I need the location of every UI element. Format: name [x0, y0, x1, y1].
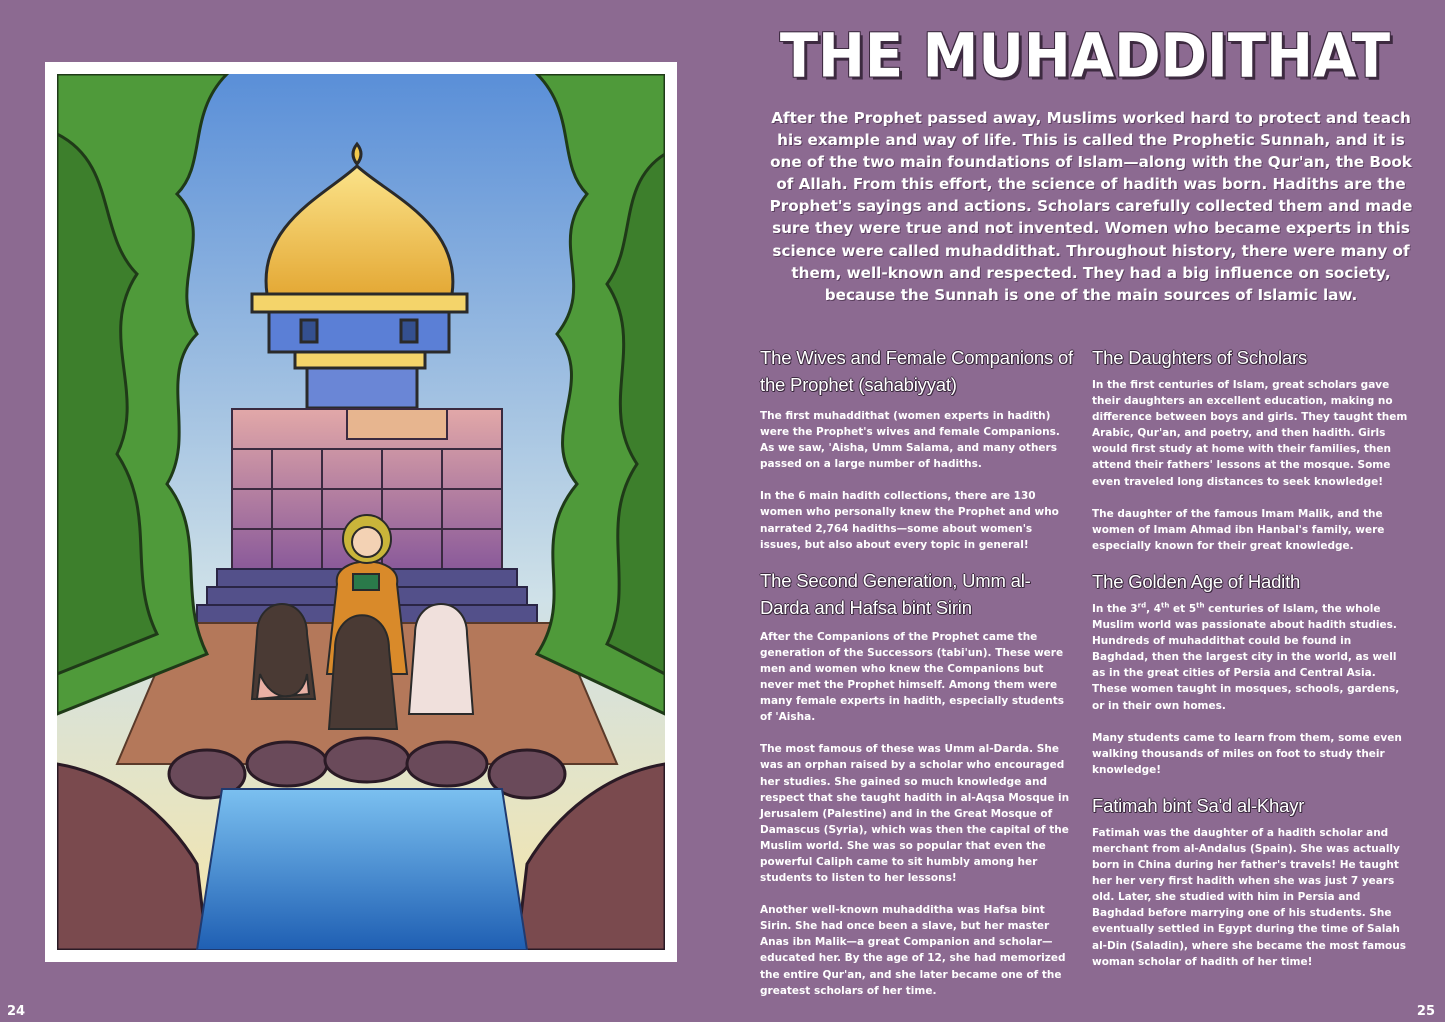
section-title-daughters: The Daughters of Scholars [1092, 347, 1308, 368]
intro-paragraph: After the Prophet passed away, Muslims worked hard to protect and teach his example and way of life. This is called the Prophetic Sunnah, and it is one of the two main foundations of Islam—along with the Qur'an, the Book of Allah. From this effort, the science of hadith was born. Hadiths are the Prophet's sayings and actions. Scholars carefully collected them and made sure they were true and not invented. Women who became experts in this science were called muhaddithat. Throughout history, there were many of them, well-known and respected. They had a big influence on society, because the Sunnah is one of the main sources of Islamic law. [769, 109, 1413, 304]
page-number-right: 25 [1416, 1004, 1435, 1019]
section-second-generation-p1: After the Companions of the Prophet came the generation of the Successors (tabi'un). These were men and women who knew the Companions but never met the Prophet himself. Among them were many female experts in hadith, especially students of 'Aisha. [760, 630, 1065, 724]
section-golden-age-p2: Many students came to learn from them, some even walking thousands of miles on foot to study their knowledge! [1092, 731, 1402, 776]
section-title-fatimah: Fatimah bint Sa'd al-Khayr [1092, 794, 1305, 816]
water-pool [197, 789, 527, 950]
section-title-golden-age: The Golden Age of Hadith [1092, 570, 1301, 592]
section-wives-p1: The first muhaddithat (women experts in hadith) were the Prophet's wives and female Companions. As we saw, 'Aisha, Umm Salama, and many others passed on a large number of hadiths. [760, 410, 1060, 471]
section-daughters-p1: In the first centuries of Islam, great scholars gave their daughters an excellent education, making no difference between boys and girls. They taught them Arabic, Qur'an, and poetry, and then hadith. Girls would first study at home with their families, then attend their fathers' lessons at the mosque. Some even traveled long distances to seek knowledge! [1092, 379, 1408, 488]
left-text-column [760, 344, 1076, 999]
page-number-left: 24 [7, 1004, 26, 1019]
illustration-frame [45, 62, 677, 962]
section-second-generation-p3: Another well-known muhadditha was Hafsa bint Sirin. She had once been a slave, but her master Anas ibn Malik—a great Companion and scholar—educated her. By the age of 12, she had memorized the entire Qur'an, and she later became one of the greatest scholars of her time. [760, 904, 1066, 997]
section-title-second-generation: The Second Generation, Umm al-Darda and Hafsa bint Sirin [760, 569, 1031, 618]
page-title: THE MUHADDITHAT [779, 21, 1391, 92]
section-title-wives: The Wives and Female Companions of the Prophet (sahabiyyat) [760, 347, 1073, 395]
section-golden-age-p1: In the 3rd, 4th et 5th centuries of Islam, the whole Muslim world was passionate about hadith studies. Hundreds of muhaddithat could be found in Baghdad, then the largest city in the world, as well as in the great cities of Persia and Central Asia. These women taught in mosques, schools, gardens, or in their own homes. [1092, 601, 1400, 712]
section-fatimah-p1: Fatimah was the daughter of a hadith scholar and merchant from al-Andalus (Spain). She was actually born in China during her father's travels! He taught her her very first hadith when she was just 7 years old. Later, she studied with him in Persia and Baghdad before marrying one of his students. She eventually settled in Egypt during the time of Salah al-Din (Saladin), where she became the most famous woman scholar of hadith of her time! [1092, 826, 1406, 968]
section-wives-p2: In the 6 main hadith collections, there are 130 women who personally knew the Prophet and who narrated 2,764 hadiths—some about women's issues, but also about every topic in general! [760, 490, 1059, 551]
mosque-garden-illustration [57, 74, 665, 950]
section-daughters-p2: The daughter of the famous Imam Malik, and the women of Imam Ahmad ibn Hanbal's family, were especially known for their great knowledge. [1092, 507, 1385, 552]
right-text-column [1092, 344, 1410, 970]
section-second-generation-p2: The most famous of these was Umm al-Darda. She was an orphan raised by a scholar who encouraged her studies. She gained so much knowledge and respect that she taught hadith in al-Aqsa Mosque in Jerusalem (Palestine) and in the Great Mosque of Damascus (Syria), which was then the capital of the Muslim world. She was so popular that even the powerful Caliph came to sit humbly among her students to listen to her lessons! [760, 743, 1070, 885]
